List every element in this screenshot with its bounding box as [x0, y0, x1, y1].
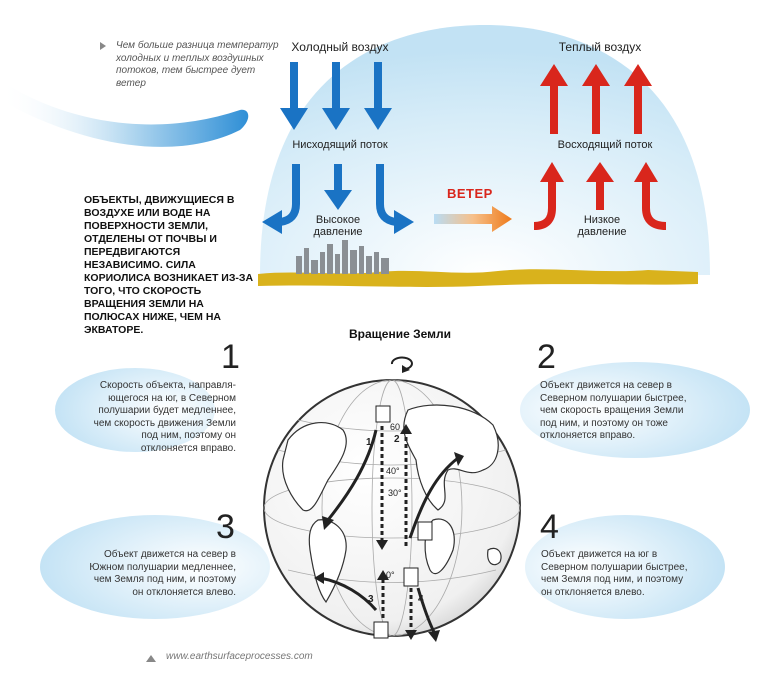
warm-air-arrows [540, 62, 660, 134]
arrow-down-icon [280, 62, 308, 130]
object-marker [374, 622, 388, 638]
skyline-icon [292, 238, 402, 274]
cold-air-label: Холодный воздух [291, 40, 389, 54]
low-pressure-label: Низкое давление [577, 214, 627, 238]
note-text: Чем больше разница температур холодных и теплых воздушных потоков, тем быстрее дует ветер [116, 40, 279, 89]
step-2-text: Объект движется на север в Северном полушарии быстрее, чем скорость вращения Земли под ним, и поэтому он тоже отклоняется вправо. [540, 380, 687, 441]
lat-30-label: 30° [388, 488, 402, 498]
path-label-4: 4 [418, 594, 424, 605]
arrow-up-icon [624, 64, 652, 134]
wind-label: ВЕТЕР [447, 186, 493, 201]
object-marker [418, 522, 432, 540]
triangle-bullet-icon [100, 42, 106, 50]
arrow-up-icon [540, 64, 568, 134]
arrow-down-icon [364, 62, 392, 130]
high-pressure-label: Высокое давление [313, 214, 363, 238]
arrow-down-icon [322, 62, 350, 130]
coriolis-explanation: ОБЪЕКТЫ, ДВИЖУЩИЕСЯ В ВОЗДУХЕ ИЛИ ВОДЕ НА ПОВЕРХНОСТИ ЗЕМЛИ, ОТДЕЛЕНЫ ОТ ПОЧВЫ И ПЕРЕДВИГАЮТСЯ НЕЗАВИСИМО. СИЛА КОРИОЛИСА ВОЗНИКАЕТ ИЗ-ЗА ТОГО, ЧТО СКОРОСТЬ ВРАЩЕНИЯ ЗЕМЛИ НА ПОЛЮСАХ НИЖЕ, ЧЕМ НА ЭКВАТОРЕ. [84, 194, 254, 336]
path-label-1: 1 [366, 437, 372, 448]
path-label-3: 3 [368, 594, 374, 605]
cold-air-arrows [280, 62, 400, 134]
object-marker [376, 406, 390, 422]
footer-url: www.earthsurfaceprocesses.com [166, 651, 313, 662]
step-4-number: 4 [540, 508, 559, 546]
step-1-number: 1 [221, 338, 240, 376]
step-3-number: 3 [216, 508, 235, 546]
warm-air-label: Теплый воздух [558, 40, 642, 54]
lat-60-label: 60 [390, 422, 401, 432]
globe-title: Вращение Земли [348, 327, 451, 341]
lat-0-label: 0° [386, 570, 395, 580]
path-label-2: 2 [394, 434, 400, 445]
triangle-bullet-icon [146, 655, 156, 662]
globe-icon [258, 370, 526, 648]
lat-40-label: 40° [386, 466, 400, 476]
ascending-label: Восходящий поток [557, 139, 653, 151]
step-4-text: Объект движется на юг в Северном полушарии быстрее, чем Земля под ним, и поэтому он отклоняется влево. [541, 549, 688, 598]
wind-arrow-icon [434, 206, 514, 232]
step-2-number: 2 [537, 338, 556, 376]
descending-label: Нисходящий поток [292, 139, 388, 151]
arrow-up-icon [582, 64, 610, 134]
object-marker [404, 568, 418, 586]
step-3-text: Объект движется на север в Южном полушарии медленнее, чем Земля под ним, и поэтому он отклоняется влево. [89, 549, 236, 598]
step-1-text: Скорость объекта, направля-ющегося на юг, в Северном полушарии будет медленнее, чем скорость движения Земли под ним, поэтому он отклоняется вправо. [93, 380, 236, 454]
